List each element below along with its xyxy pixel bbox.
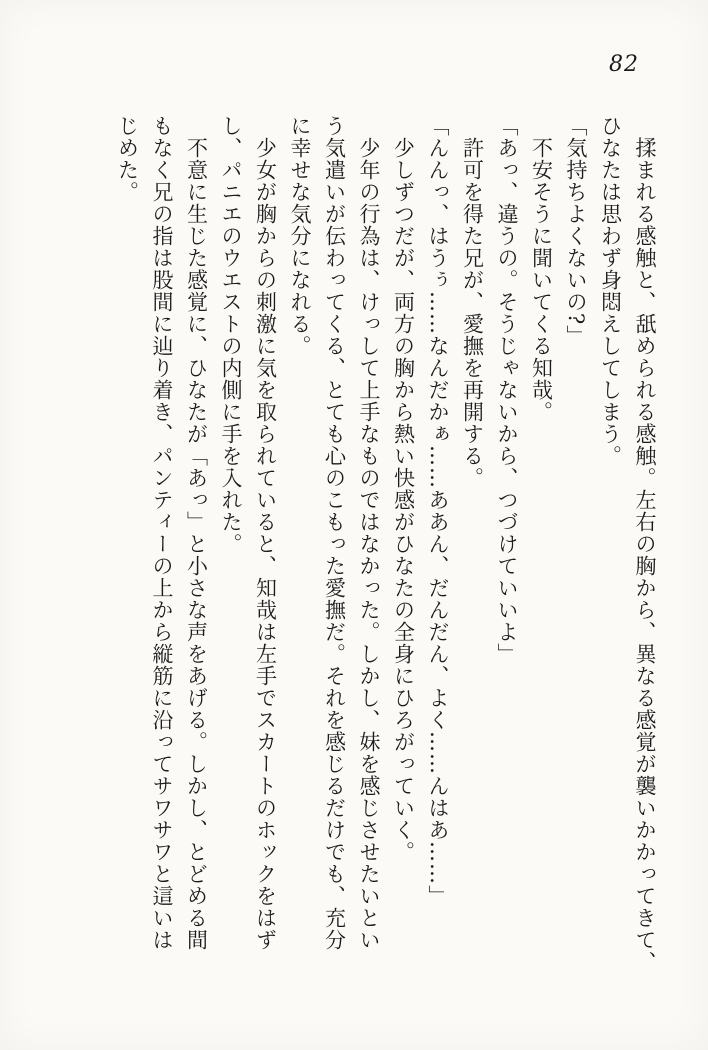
- text-line: 不安そうに聞いてくる知哉。: [529, 115, 554, 423]
- text-line: 揉まれる感触と、舐められる感触。左右の胸から、異なる感覚が襲いかかってきて、: [633, 115, 657, 973]
- text-line: に幸せな気分になれる。: [288, 115, 312, 357]
- text-line: 少女が胸からの刺激に気を取られていると、知哉は左手でスカートのホックをはず: [253, 115, 278, 951]
- text-line: もなく兄の指は股間に辿り着き、パンティーの上から縦筋に沿ってサワサワと這いは: [150, 115, 174, 951]
- page-text: [110, 115, 662, 973]
- text-line: 不意に生じた感覚に、ひなたが「あっ」と小さな声をあげる。しかし、とどめる間: [184, 115, 209, 951]
- text-line: し、パニエのウエストの内側に手を入れた。: [219, 115, 243, 555]
- text-line: 「んんっ、はうぅ……なんだかぁ……ああん、だんだん、よく……んはあ……」: [426, 115, 450, 907]
- text-line: 許可を得た兄が、愛撫を再開する。: [460, 115, 485, 489]
- page-number: 82: [609, 52, 639, 77]
- text-line: 少年の行為は、けっして上手なものではなかった。しかし、妹を感じさせたいとい: [357, 115, 381, 951]
- text-line: 「あっ、違うの。そうじゃないから、つづけていいよ」: [495, 115, 519, 665]
- text-line: 「気持ちよくないの?」: [564, 115, 588, 348]
- text-line: ひなたは思わず身悶えしてしまう。: [598, 115, 623, 467]
- text-line: じめた。: [115, 115, 140, 203]
- text-line: 少しずつだが、両方の胸から熱い快感がひなたの全身にひろがっていく。: [391, 115, 416, 863]
- text-line: う気遣いが伝わってくる、とても心のこもった愛撫だ。それを感じるだけでも、充分: [322, 115, 347, 951]
